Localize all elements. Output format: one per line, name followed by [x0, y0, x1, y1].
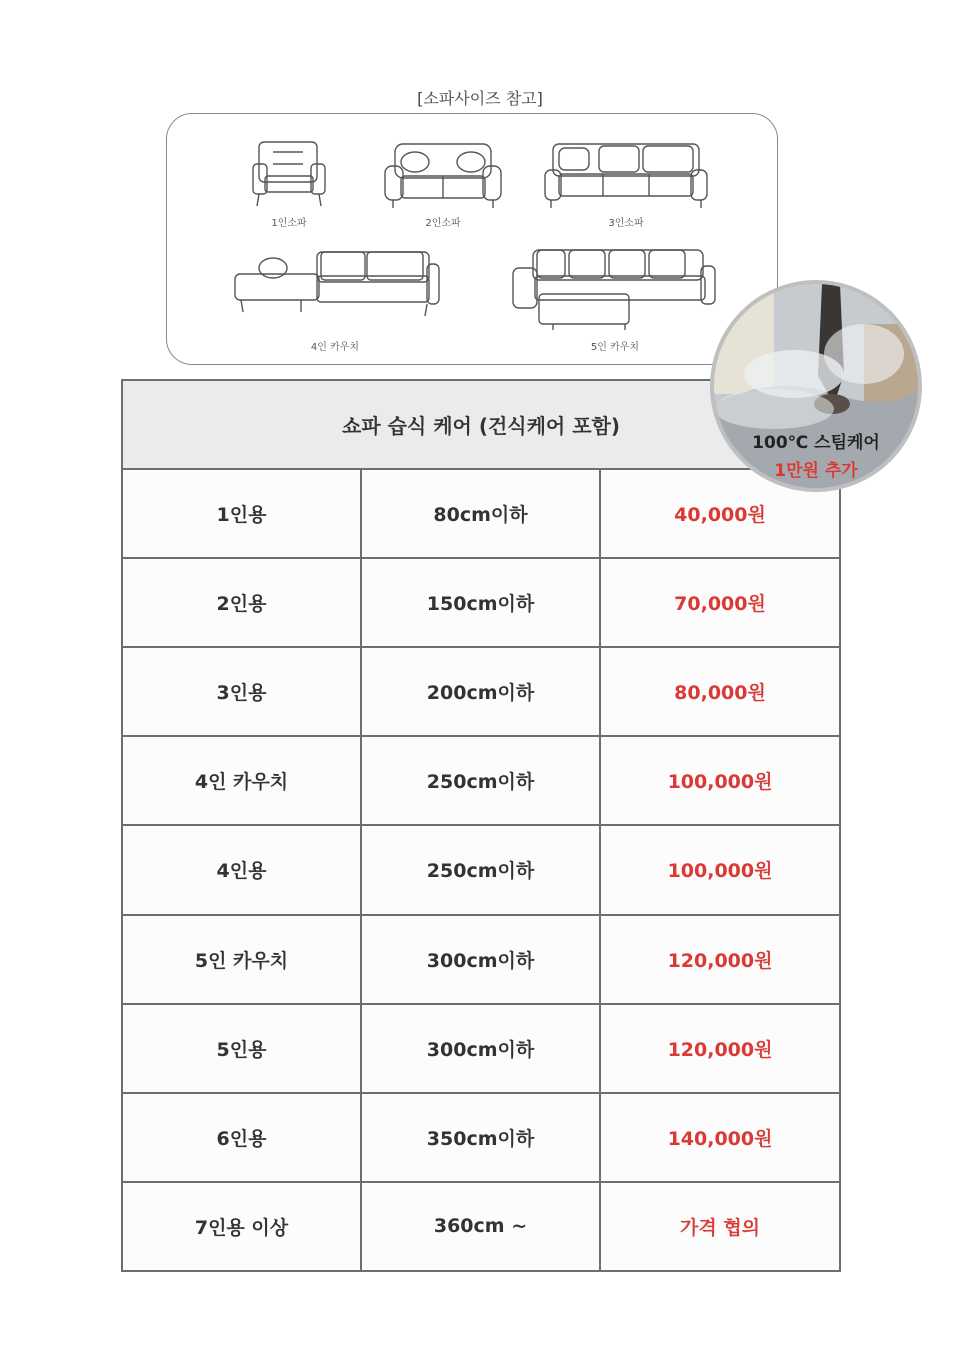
size-cell: 300cm이하 — [361, 915, 600, 1004]
loveseat-icon — [383, 140, 503, 212]
steam-care-label: 100℃ 스팀케어 — [752, 433, 880, 453]
size-cell: 250cm이하 — [361, 825, 600, 914]
price-cell: 가격 협의 — [600, 1182, 840, 1271]
table-row — [122, 647, 840, 736]
sofa-label: 1인소파 — [271, 218, 307, 229]
five-seat-couch-icon — [509, 244, 719, 334]
size-cell: 150cm이하 — [361, 558, 600, 647]
sofa-type-cell: 1인용 — [122, 469, 361, 558]
sofa-type-cell: 3인용 — [122, 647, 361, 736]
sofa-label: 4인 카우치 — [310, 342, 360, 353]
price-table — [121, 379, 841, 1272]
table-row — [122, 1093, 840, 1182]
sofa-label: 2인소파 — [425, 218, 461, 229]
size-cell: 300cm이하 — [361, 1004, 600, 1093]
size-cell: 200cm이하 — [361, 647, 600, 736]
table-row — [122, 558, 840, 647]
sofa-type-cell: 4인 카우치 — [122, 736, 361, 825]
price-cell: 70,000원 — [600, 558, 840, 647]
sofa-type-cell: 4인용 — [122, 825, 361, 914]
table-row — [122, 1004, 840, 1093]
sofa-reference-panel — [166, 113, 778, 365]
steam-care-badge — [710, 280, 922, 492]
table-row — [122, 825, 840, 914]
sofa-type-cell: 2인용 — [122, 558, 361, 647]
sofa-type-cell: 5인 카우치 — [122, 915, 361, 1004]
steam-care-price: 1만원 추가 — [774, 461, 858, 481]
table-row — [122, 915, 840, 1004]
table-header: 쇼파 습식 케어 (건식케어 포함) — [122, 380, 840, 469]
price-cell: 80,000원 — [600, 647, 840, 736]
price-cell: 100,000원 — [600, 825, 840, 914]
four-seat-couch-icon — [231, 246, 441, 326]
sofa-type-cell: 7인용 이상 — [122, 1182, 361, 1271]
armchair-icon — [249, 136, 329, 216]
size-cell: 350cm이하 — [361, 1093, 600, 1182]
size-cell: 360cm ~ — [361, 1182, 600, 1271]
sofa-label: 5인 카우치 — [590, 342, 640, 353]
table-row — [122, 736, 840, 825]
price-cell: 140,000원 — [600, 1093, 840, 1182]
size-cell: 80cm이하 — [361, 469, 600, 558]
three-seat-sofa-icon — [543, 140, 709, 212]
sofa-label: 3인소파 — [608, 218, 644, 229]
table-row — [122, 1182, 840, 1271]
reference-title: [소파사이즈 참고] — [417, 89, 543, 108]
sofa-type-cell: 5인용 — [122, 1004, 361, 1093]
price-cell: 120,000원 — [600, 915, 840, 1004]
sofa-type-cell: 6인용 — [122, 1093, 361, 1182]
price-cell: 120,000원 — [600, 1004, 840, 1093]
price-cell: 40,000원 — [600, 469, 840, 558]
size-cell: 250cm이하 — [361, 736, 600, 825]
price-cell: 100,000원 — [600, 736, 840, 825]
